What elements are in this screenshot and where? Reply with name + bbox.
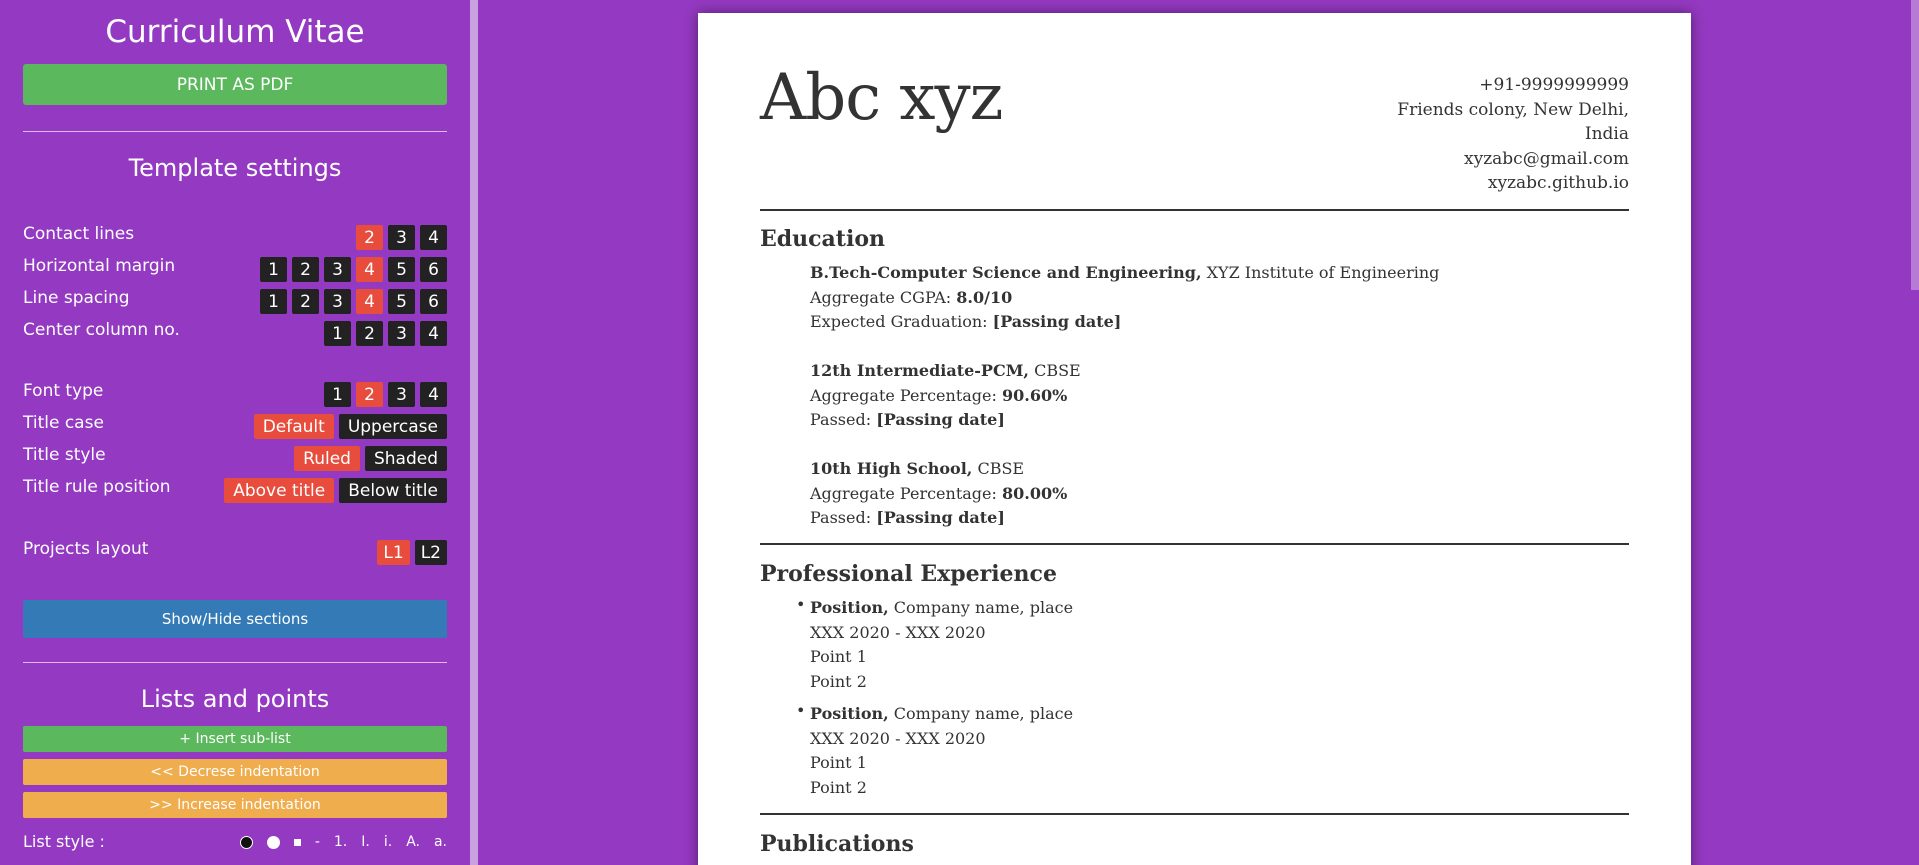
list-style-label: List style : [23,832,105,851]
contact-lines-option-2[interactable]: 2 [356,225,383,250]
center-column-option-3[interactable]: 3 [388,321,415,346]
education-item[interactable]: 12th Intermediate-PCM, CBSE Aggregate Percentage: 90.60% Passed: [Passing date] [810,361,1081,429]
projects-layout-l2[interactable]: L2 [415,540,447,565]
experience-title[interactable]: Professional Experience [760,561,1057,587]
contact-country[interactable]: India [1584,124,1629,144]
list-style-options [240,834,447,850]
section-rule [760,209,1629,211]
horizontal-margin-label: Horizontal margin [23,256,176,276]
title-case-default[interactable]: Default [254,414,334,439]
education-title[interactable]: Education [760,226,885,252]
resume-name[interactable]: Abc xyz [760,61,1003,135]
title-case-label: Title case [23,413,104,433]
contact-block [1397,73,1629,196]
line-spacing-option-3[interactable]: 3 [324,289,351,314]
insert-sublist-button[interactable]: + Insert sub-list [23,726,447,752]
horizontal-margin-option-2[interactable]: 2 [292,257,319,282]
title-style-options [294,446,447,471]
title-rule-position-label: Title rule position [23,477,171,497]
contact-phone[interactable]: +91-9999999999 [1479,75,1629,95]
horizontal-margin-option-3[interactable]: 3 [324,257,351,282]
filled-circle-icon[interactable] [240,836,253,849]
sidebar [0,0,470,865]
section-rule [760,813,1629,815]
font-type-option-3[interactable]: 3 [388,382,415,407]
title-style-ruled[interactable]: Ruled [294,446,360,471]
list-style-lower-roman[interactable]: i. [383,834,393,850]
center-column-option-4[interactable]: 4 [420,321,447,346]
title-style-label: Title style [23,445,106,465]
resume-page [698,13,1691,865]
show-hide-sections-button[interactable]: Show/Hide sections [23,600,447,638]
list-style-upper-roman[interactable]: I. [361,834,370,850]
contact-address[interactable]: Friends colony, New Delhi, [1397,99,1629,120]
increase-indent-button[interactable]: >> Increase indentation [23,792,447,818]
sidebar-title: Curriculum Vitae [105,14,365,50]
bullet-icon: • [796,595,806,614]
contact-email[interactable]: xyzabc@gmail.com [1464,148,1629,169]
font-type-option-1[interactable]: 1 [324,382,351,407]
projects-layout-label: Projects layout [23,539,149,559]
horizontal-margin-option-5[interactable]: 5 [388,257,415,282]
line-spacing-options [260,289,447,314]
horizontal-margin-option-1[interactable]: 1 [260,257,287,282]
projects-layout-options [377,540,447,565]
sidebar-scrollbar[interactable] [470,0,478,865]
list-style-upper-alpha[interactable]: A. [406,834,420,850]
title-case-options [254,414,447,439]
list-style-dash[interactable]: - [314,834,320,850]
list-style-lower-alpha[interactable]: a. [433,834,447,850]
divider [23,131,447,132]
font-type-options [324,382,447,407]
decrease-indent-button[interactable]: << Decrese indentation [23,759,447,785]
center-column-options [324,321,447,346]
title-style-shaded[interactable]: Shaded [365,446,447,471]
title-rule-above[interactable]: Above title [224,478,334,503]
square-icon[interactable] [294,839,301,846]
education-item[interactable]: 10th High School, CBSE Aggregate Percentage: 80.00% Passed: [Passing date] [810,459,1068,527]
section-rule [760,543,1629,545]
font-type-option-2[interactable]: 2 [356,382,383,407]
print-pdf-button[interactable]: PRINT AS PDF [23,64,447,105]
contact-lines-label: Contact lines [23,224,135,244]
hollow-circle-icon[interactable] [267,836,280,849]
line-spacing-option-6[interactable]: 6 [420,289,447,314]
contact-lines-option-4[interactable]: 4 [420,225,447,250]
font-type-label: Font type [23,381,104,401]
line-spacing-option-1[interactable]: 1 [260,289,287,314]
horizontal-margin-options [260,257,447,282]
title-rule-position-options [224,478,447,503]
contact-lines-options [356,225,447,250]
horizontal-margin-option-4[interactable]: 4 [356,257,383,282]
education-item[interactable]: B.Tech-Computer Science and Engineering, XYZ Institute of Engineering Aggregate CGPA: 8.0/10 Expected Graduation: [Passing date] [810,263,1440,331]
projects-layout-l1[interactable]: L1 [377,540,409,565]
contact-lines-option-3[interactable]: 3 [388,225,415,250]
center-column-option-1[interactable]: 1 [324,321,351,346]
divider [23,662,447,663]
horizontal-margin-option-6[interactable]: 6 [420,257,447,282]
center-column-option-2[interactable]: 2 [356,321,383,346]
line-spacing-option-4[interactable]: 4 [356,289,383,314]
bullet-icon: • [796,701,806,720]
experience-item[interactable]: Position, Company name, place XXX 2020 - XXX 2020 Point 1 Point 2 [810,704,1074,797]
experience-item[interactable]: Position, Company name, place XXX 2020 - XXX 2020 Point 1 Point 2 [810,598,1074,691]
line-spacing-label: Line spacing [23,288,130,308]
lists-and-points-title: Lists and points [140,685,330,713]
font-type-option-4[interactable]: 4 [420,382,447,407]
title-case-uppercase[interactable]: Uppercase [339,414,447,439]
publications-title[interactable]: Publications [760,831,914,857]
page-scrollbar[interactable] [1911,0,1919,290]
contact-website[interactable]: xyzabc.github.io [1487,173,1629,193]
list-style-decimal[interactable]: 1. [333,834,348,850]
center-column-label: Center column no. [23,320,180,340]
line-spacing-option-5[interactable]: 5 [388,289,415,314]
title-rule-below[interactable]: Below title [339,478,447,503]
template-settings-title: Template settings [128,154,342,182]
line-spacing-option-2[interactable]: 2 [292,289,319,314]
